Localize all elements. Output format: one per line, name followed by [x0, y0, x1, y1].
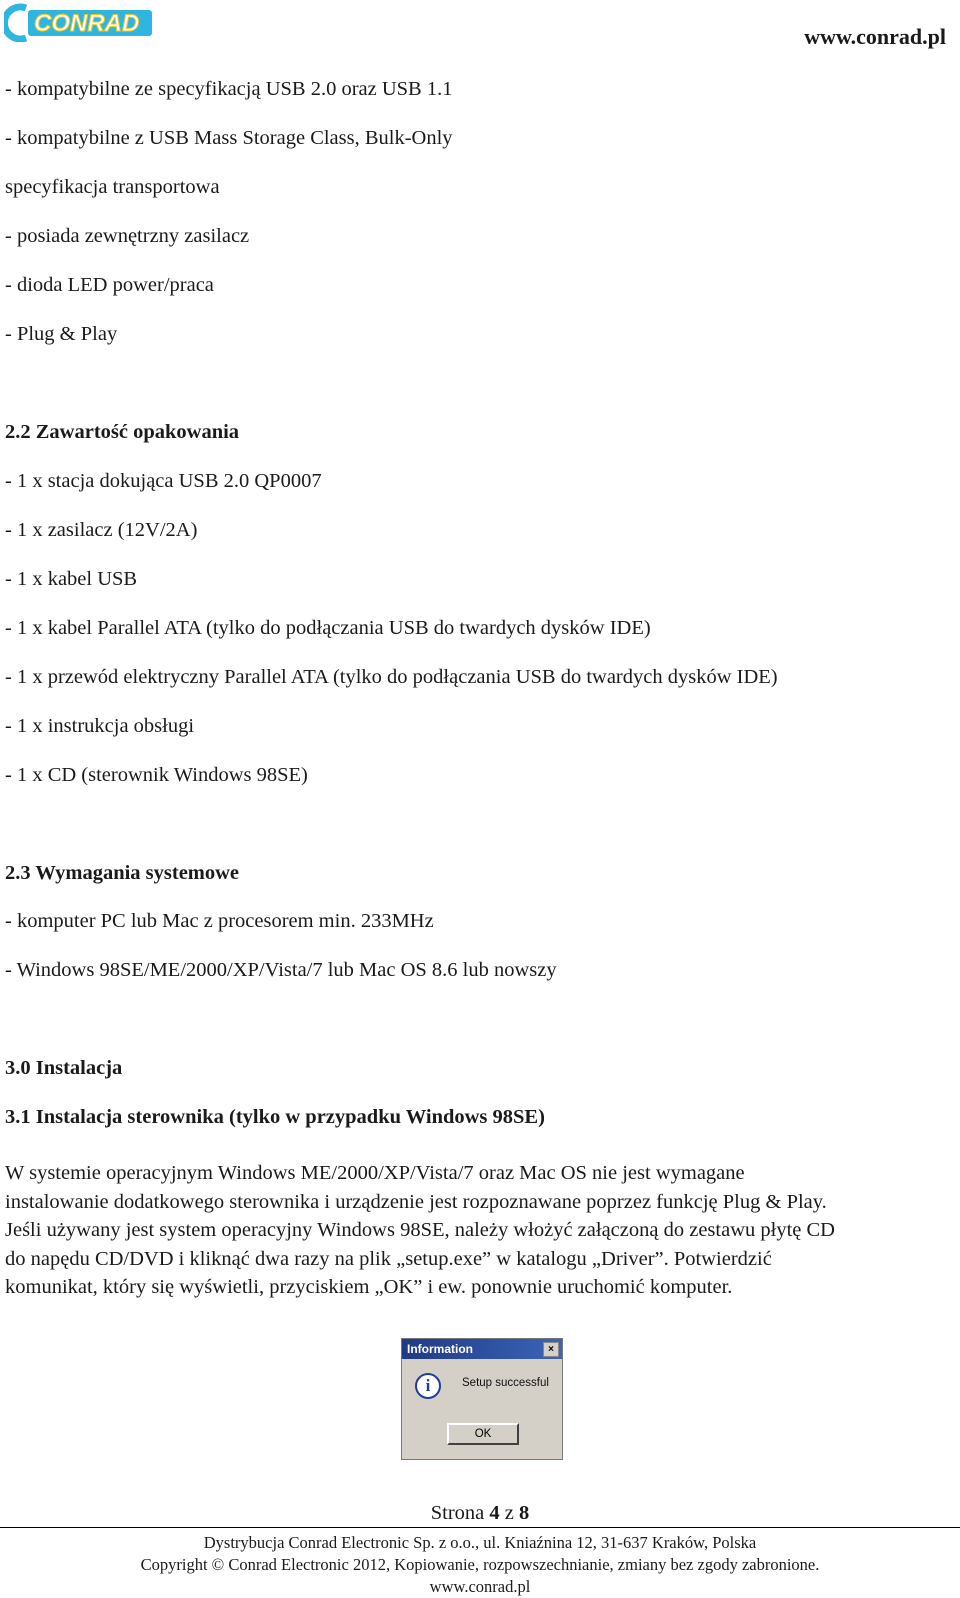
close-icon: ×: [543, 1342, 559, 1357]
requirement-item: - Windows 98SE/ME/2000/XP/Vista/7 lub Mac OS 8.6 lub nowszy: [5, 959, 557, 981]
package-item: - 1 x przewód elektryczny Parallel ATA (tylko do podłączania USB do twardych dysków IDE): [5, 666, 778, 688]
feature-line: - posiada zewnętrzny zasilacz: [5, 225, 250, 247]
feature-line: - kompatybilne ze specyfikacją USB 2.0 oraz USB 1.1: [5, 78, 453, 100]
dialog-title-bar: [402, 1339, 562, 1359]
section-heading-2-2: 2.2 Zawartość opakowania: [5, 421, 240, 443]
paragraph-line: instalowanie dodatkowego sterownika i urządzenie jest rozpoznawane poprzez funkcję Plug & Play.: [5, 1190, 827, 1213]
footer-url: www.conrad.pl: [429, 1577, 531, 1596]
page-separator: z: [504, 1502, 514, 1524]
package-item: - 1 x stacja dokująca USB 2.0 QP0007: [5, 470, 322, 492]
footer-divider: [0, 1527, 960, 1528]
paragraph-line: W systemie operacyjnym Windows ME/2000/XP/Vista/7 oraz Mac OS nie jest wymagane: [5, 1162, 745, 1184]
paragraph-line: Jeśli używany jest system operacyjny Windows 98SE, należy włożyć załączoną do zestawu płytę CD: [5, 1219, 835, 1242]
page-total: 8: [519, 1502, 530, 1524]
ok-button: OK: [447, 1423, 519, 1445]
package-item: - 1 x kabel Parallel ATA (tylko do podłączania USB do twardych dysków IDE): [5, 617, 651, 639]
paragraph-line: do napędu CD/DVD i kliknąć dwa razy na plik „setup.exe” w katalogu „Driver”. Potwierdzić: [5, 1247, 772, 1270]
section-heading-3-0: 3.0 Instalacja: [5, 1057, 123, 1079]
page-current: 4: [489, 1502, 500, 1524]
paragraph-line: komunikat, który się wyświetli, przyciskiem „OK” i ew. ponownie uruchomić komputer.: [5, 1276, 733, 1299]
package-item: - 1 x instrukcja obsługi: [5, 715, 195, 737]
site-url: www.conrad.pl: [804, 24, 946, 49]
dialog-message: Setup successful: [462, 1377, 549, 1389]
page-prefix: Strona: [430, 1502, 485, 1524]
footer-address: Dystrybucja Conrad Electronic Sp. z o.o., ul. Kniaźnina 12, 31-637 Kraków, Polska: [203, 1533, 757, 1552]
section-heading-2-3: 2.3 Wymagania systemowe: [5, 862, 240, 884]
page-number: [0, 1502, 960, 1525]
feature-line: - Plug & Play: [5, 323, 118, 345]
info-icon: i: [415, 1373, 441, 1399]
logo-text: CONRAD: [34, 10, 140, 37]
dialog-title: Information: [407, 1342, 473, 1356]
feature-line: specyfikacja transportowa: [5, 176, 220, 198]
section-heading-3-1: 3.1 Instalacja sterownika (tylko w przypadku Windows 98SE): [5, 1106, 545, 1128]
package-item: - 1 x CD (sterownik Windows 98SE): [5, 764, 308, 786]
package-item: - 1 x zasilacz (12V/2A): [5, 519, 198, 541]
requirement-item: - komputer PC lub Mac z procesorem min. 233MHz: [5, 910, 434, 932]
installation-paragraph: [5, 1159, 950, 1302]
setup-dialog-screenshot: [401, 1338, 563, 1460]
feature-line: - dioda LED power/praca: [5, 274, 214, 296]
feature-line: - kompatybilne z USB Mass Storage Class, Bulk-Only: [5, 127, 453, 149]
conrad-logo: [4, 2, 154, 42]
footer-copyright: Copyright © Conrad Electronic 2012, Kopiowanie, rozpowszechnianie, zmiany bez zgody zabronione.: [140, 1555, 820, 1574]
package-item: - 1 x kabel USB: [5, 568, 138, 590]
